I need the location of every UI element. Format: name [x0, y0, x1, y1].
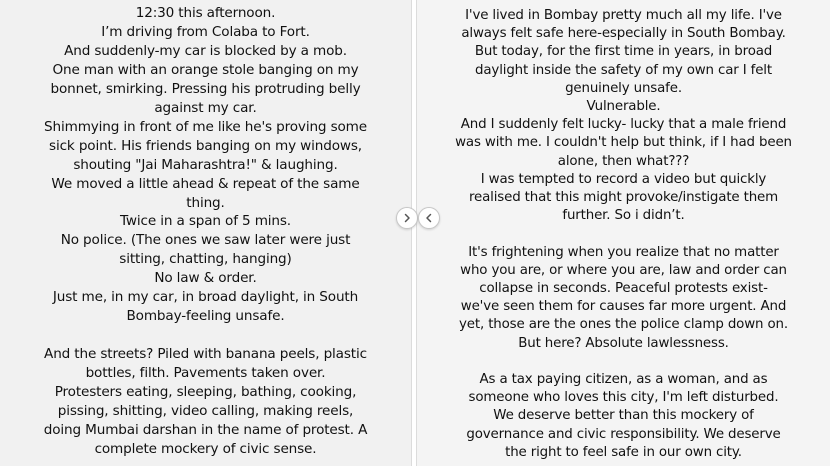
- prev-slide-button[interactable]: [418, 207, 440, 229]
- text-line: We moved a little ahead & repeat of the same: [51, 175, 360, 192]
- text-line: One man with an orange stole banging on my: [52, 61, 359, 78]
- text-line: further. So i didn’t.: [562, 208, 685, 224]
- text-line: was with me. I couldn't help but think, if I had been: [455, 135, 792, 151]
- text-line: As a tax paying citizen, as a woman, and as: [479, 372, 768, 387]
- text-line: I’m driving from Colaba to Fort.: [101, 23, 310, 40]
- text-line: yet, those are the ones the police clamp down on.: [459, 317, 788, 333]
- text-line: But here? Absolute lawlessness.: [518, 335, 729, 351]
- text-line: Vulnerable.: [586, 99, 661, 114]
- text-line: governance and civic responsibility. We deserve: [466, 426, 781, 442]
- text-line: sitting, chatting, hanging): [119, 251, 292, 268]
- text-line: someone who loves this city, I'm left disturbed.: [468, 390, 779, 406]
- text-line: Protesters eating, sleeping, bathing, cooking,: [54, 384, 357, 400]
- text-line: complete mockery of civic sense.: [94, 440, 317, 457]
- text-line: genuinely unsafe.: [565, 80, 682, 96]
- text-line: It's frightening when you realize that no matter: [468, 244, 779, 260]
- text-line: I've lived in Bombay pretty much all my life. I've: [465, 8, 782, 23]
- text-line: doing Mumbai darshan in the name of protest. A: [43, 421, 368, 438]
- text-line: Just me, in my car, in broad daylight, in South: [52, 289, 359, 306]
- text-line: daylight inside the safety of my own car I felt: [475, 62, 772, 78]
- text-line: against my car.: [154, 99, 257, 116]
- text-line: pissing, shitting, video calling, making reels,: [57, 402, 354, 419]
- text-line: But today, for the first time in years, in broad: [474, 44, 773, 60]
- text-line: always felt safe here-especially in South Bombay.: [461, 26, 786, 42]
- text-line: bottles, filth. Pavements taken over.: [85, 365, 326, 382]
- text-line: Shimmying in front of me like he's proving some: [44, 118, 367, 135]
- text-line: the right to feel safe in our own city.: [505, 444, 742, 460]
- text-line: who you are, or where you are, law and order can: [460, 262, 787, 278]
- chevron-left-icon: [424, 213, 434, 223]
- text-line: 12:30 this afternoon.: [135, 5, 276, 21]
- text-line: collapse in seconds. Peaceful protests exist-: [479, 281, 768, 296]
- text-line: And suddenly-my car is blocked by a mob.: [64, 42, 347, 59]
- text-line: Bombay-feeling unsafe.: [126, 308, 285, 325]
- right-text-panel: [416, 0, 830, 466]
- text-line: And the streets? Piled with banana peels, plastic: [44, 346, 367, 363]
- text-line: No police. (The ones we saw later were just: [60, 232, 351, 249]
- text-line: No law & order.: [154, 270, 257, 287]
- text-line: realised that this might provoke/instigate them: [468, 190, 779, 205]
- next-slide-button[interactable]: [396, 207, 418, 229]
- chevron-right-icon: [402, 213, 412, 223]
- text-line: We deserve better than this mockery of: [493, 408, 754, 424]
- text-line: bonnet, smirking. Pressing his protruding belly: [50, 80, 361, 97]
- text-line: we've seen them for causes far more urgent. And: [460, 299, 787, 315]
- text-line: alone, then what???: [557, 153, 690, 169]
- text-line: Twice in a span of 5 mins.: [120, 213, 291, 230]
- text-line: thing.: [186, 194, 225, 211]
- left-text-panel: [0, 0, 412, 466]
- text-line: And I suddenly felt lucky- lucky that a male friend: [460, 117, 787, 133]
- text-line: I was tempted to record a video but quickly: [480, 171, 767, 187]
- text-line: shouting "Jai Maharashtra!" & laughing.: [73, 156, 338, 173]
- text-line: sick point. His friends banging on my windows,: [49, 137, 362, 154]
